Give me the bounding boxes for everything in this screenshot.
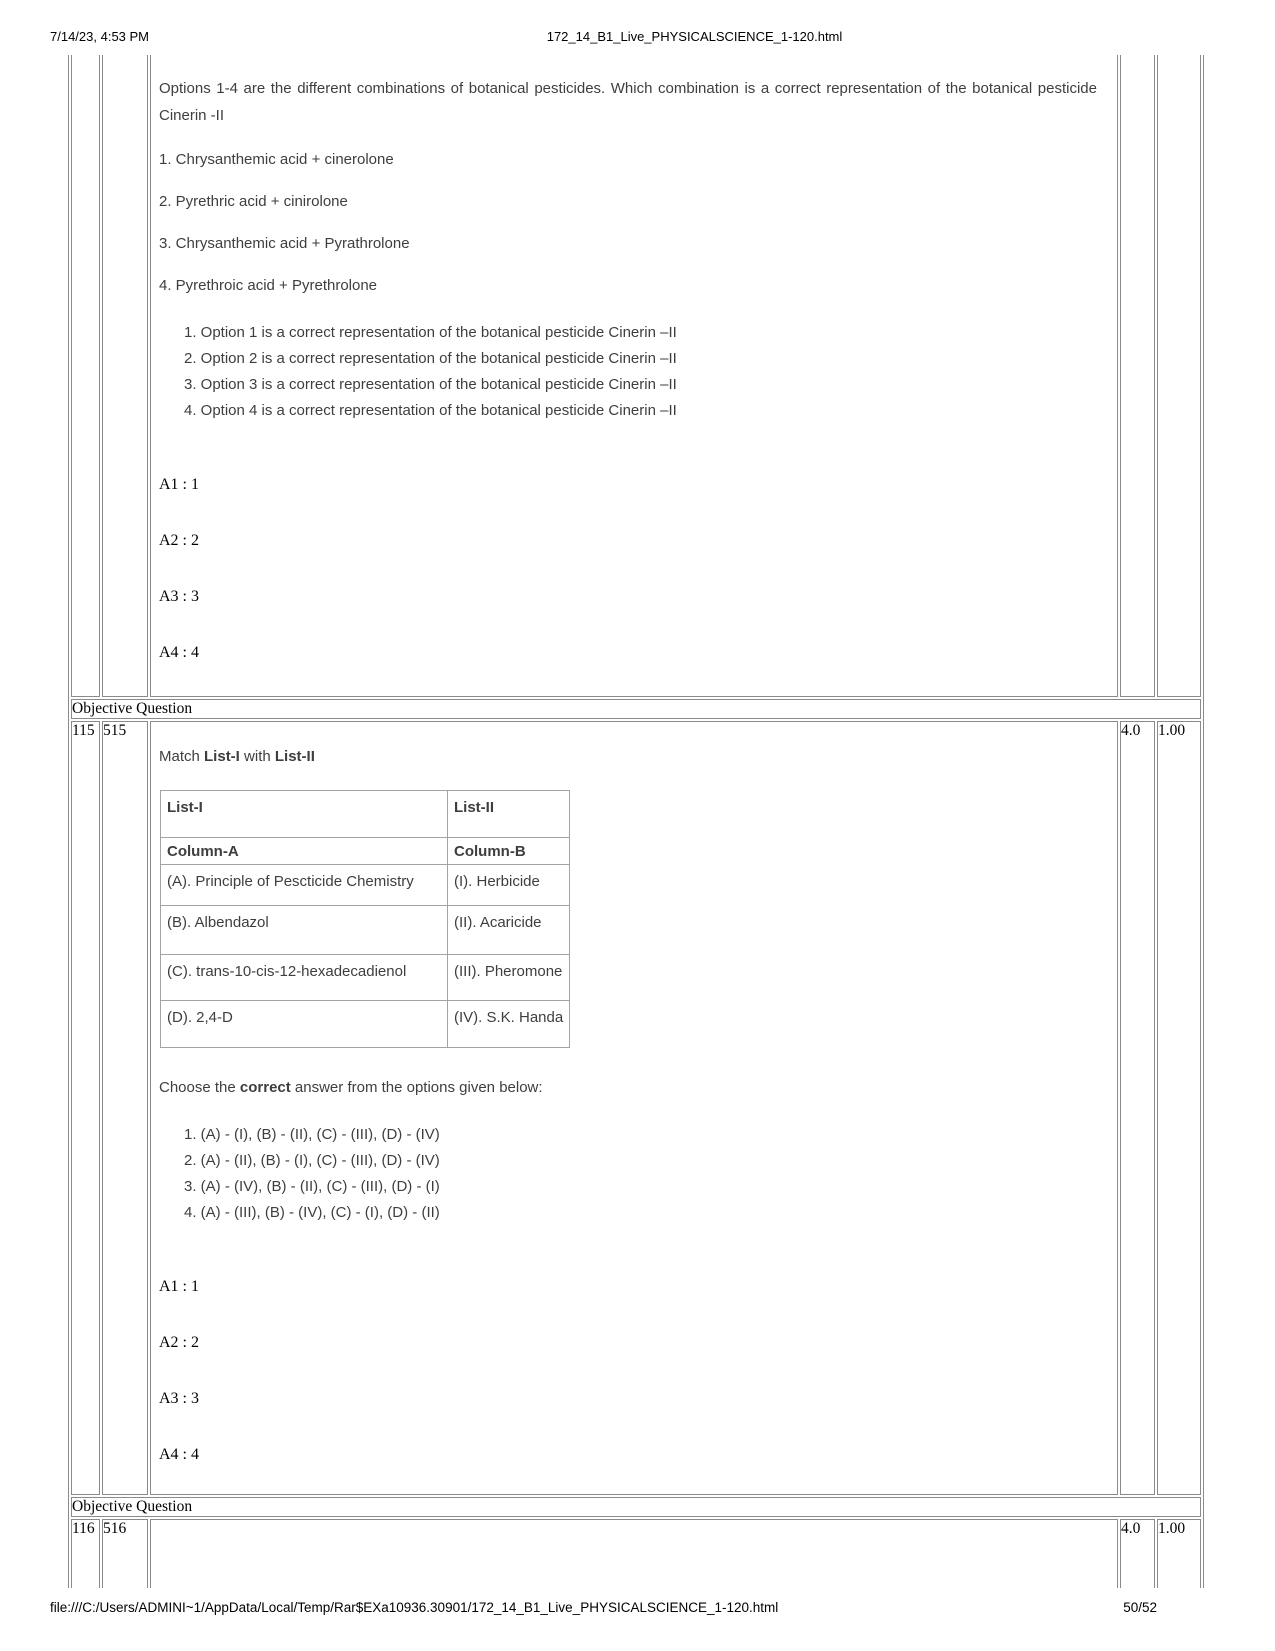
item-c-cell: (C). trans-10-cis-12-hexadecadienol xyxy=(161,955,448,1001)
objective-question-row-1 xyxy=(71,699,1201,719)
q115-answer-4: A4 : 4 xyxy=(159,1446,199,1463)
choose-bold-text: correct xyxy=(239,1079,291,1096)
q114-answer-4: A4 : 4 xyxy=(159,644,199,661)
match-pre-text: Match xyxy=(159,748,205,765)
question-row-115 xyxy=(71,721,1201,1495)
empty-marks-cell xyxy=(1120,55,1155,697)
header-title: 172_14_B1_Live_PHYSICALSCIENCE_1-120.html xyxy=(546,29,843,44)
q115-negative-marks-cell: 1.00 xyxy=(1157,721,1201,1495)
match-table-row-b xyxy=(161,906,570,955)
q114-intro-text: Options 1-4 are the different combinations of botanical pesticides. Which combination is a correct representation of the botanical pesticide Cinerin -II xyxy=(159,80,1097,124)
q115-answer-1: A1 : 1 xyxy=(159,1278,199,1295)
objective-question-row-2 xyxy=(71,1497,1201,1517)
column-b-cell: Column-B xyxy=(448,838,570,865)
choose-pre-text: Choose the xyxy=(159,1079,240,1096)
q114-option-1: 1. Option 1 is a correct representation of the botanical pesticide Cinerin –II xyxy=(184,324,677,341)
question-114-content xyxy=(151,55,1117,696)
q114-option-3: 3. Option 3 is a correct representation of the botanical pesticide Cinerin –II xyxy=(184,376,677,393)
q115-number-cell: 115 xyxy=(71,721,100,1495)
choose-post-text: answer from the options given below: xyxy=(290,1079,543,1096)
match-table-subheader-row xyxy=(161,838,570,865)
question-115-content xyxy=(151,722,1117,1494)
empty-number-cell xyxy=(71,55,100,697)
match-list2-text: List-II xyxy=(274,748,315,765)
q116-id-cell: 516 xyxy=(102,1519,148,1588)
q115-option-3: 3. (A) - (IV), (B) - (II), (C) - (III), (D) - (I) xyxy=(184,1178,440,1195)
question-115-content-cell xyxy=(150,721,1118,1495)
q114-combination-2: 2. Pyrethric acid + cinirolone xyxy=(159,193,348,210)
q114-option-2: 2. Option 2 is a correct representation of the botanical pesticide Cinerin –II xyxy=(184,350,677,367)
objective-question-label-1: Objective Question xyxy=(71,699,1201,719)
q116-marks-cell: 4.0 xyxy=(1120,1519,1155,1588)
footer-page-number: 50/52 xyxy=(1123,1600,1157,1615)
match-list1-text: List-I xyxy=(204,748,240,765)
footer-file-path: file:///C:/Users/ADMINI~1/AppData/Local/Temp/Rar$EXa10936.30901/172_14_B1_Live_PHYSICALSCIENCE_1-120.html xyxy=(50,1600,779,1615)
match-table-row-c xyxy=(161,955,570,1001)
q115-options-list xyxy=(159,1122,1097,1226)
q115-id-cell: 515 xyxy=(102,721,148,1495)
list2-header-cell: List-II xyxy=(448,791,570,838)
item-a-cell: (A). Principle of Pescticide Chemistry xyxy=(161,865,448,906)
q114-options-list xyxy=(159,320,1097,424)
q115-answer-2: A2 : 2 xyxy=(159,1334,199,1351)
q115-marks-cell: 4.0 xyxy=(1120,721,1155,1495)
q114-answer-2: A2 : 2 xyxy=(159,532,199,549)
q115-option-1: 1. (A) - (I), (B) - (II), (C) - (III), (D) - (IV) xyxy=(184,1126,440,1143)
item-iv-cell: (IV). S.K. Handa xyxy=(448,1001,570,1048)
item-iii-cell: (III). Pheromone xyxy=(448,955,570,1001)
item-d-cell: (D). 2,4-D xyxy=(161,1001,448,1048)
match-table-row-d xyxy=(161,1001,570,1048)
objective-question-label-2: Objective Question xyxy=(71,1497,1201,1517)
question-116-content xyxy=(151,1520,1117,1588)
question-row-116 xyxy=(71,1519,1201,1588)
item-ii-cell: (II). Acaricide xyxy=(448,906,570,955)
q114-combination-3: 3. Chrysanthemic acid + Pyrathrolone xyxy=(159,235,410,252)
exam-table xyxy=(68,55,1204,1588)
item-b-cell: (B). Albendazol xyxy=(161,906,448,955)
exam-table-viewport xyxy=(68,55,1206,1588)
q114-combination-1: 1. Chrysanthemic acid + cinerolone xyxy=(159,151,394,168)
column-a-cell: Column-A xyxy=(161,838,448,865)
match-table-row-a xyxy=(161,865,570,906)
question-row-114 xyxy=(71,55,1201,697)
question-116-content-cell xyxy=(150,1519,1118,1588)
q115-option-2: 2. (A) - (II), (B) - (I), (C) - (III), (D) - (IV) xyxy=(184,1152,440,1169)
q115-match-heading xyxy=(159,747,1097,767)
q116-number-cell: 116 xyxy=(71,1519,100,1588)
q114-combination-4: 4. Pyrethroic acid + Pyrethrolone xyxy=(159,277,378,294)
empty-id-cell xyxy=(102,55,148,697)
match-table-header-row xyxy=(161,791,570,838)
q114-option-4: 4. Option 4 is a correct representation of the botanical pesticide Cinerin –II xyxy=(184,402,677,419)
q115-answer-3: A3 : 3 xyxy=(159,1390,199,1407)
match-list-table xyxy=(160,790,570,1048)
q114-answer-3: A3 : 3 xyxy=(159,588,199,605)
empty-negative-marks-cell xyxy=(1157,55,1201,697)
item-i-cell: (I). Herbicide xyxy=(448,865,570,906)
match-mid-text: with xyxy=(239,748,275,765)
q116-negative-marks-cell: 1.00 xyxy=(1157,1519,1201,1588)
q114-answer-1: A1 : 1 xyxy=(159,476,199,493)
header-datetime: 7/14/23, 4:53 PM xyxy=(50,29,150,44)
q115-option-4: 4. (A) - (III), (B) - (IV), (C) - (I), (D) - (II) xyxy=(184,1204,440,1221)
question-114-content-cell xyxy=(150,55,1118,697)
list1-header-cell: List-I xyxy=(161,791,448,838)
q115-choose-line xyxy=(159,1078,1097,1098)
